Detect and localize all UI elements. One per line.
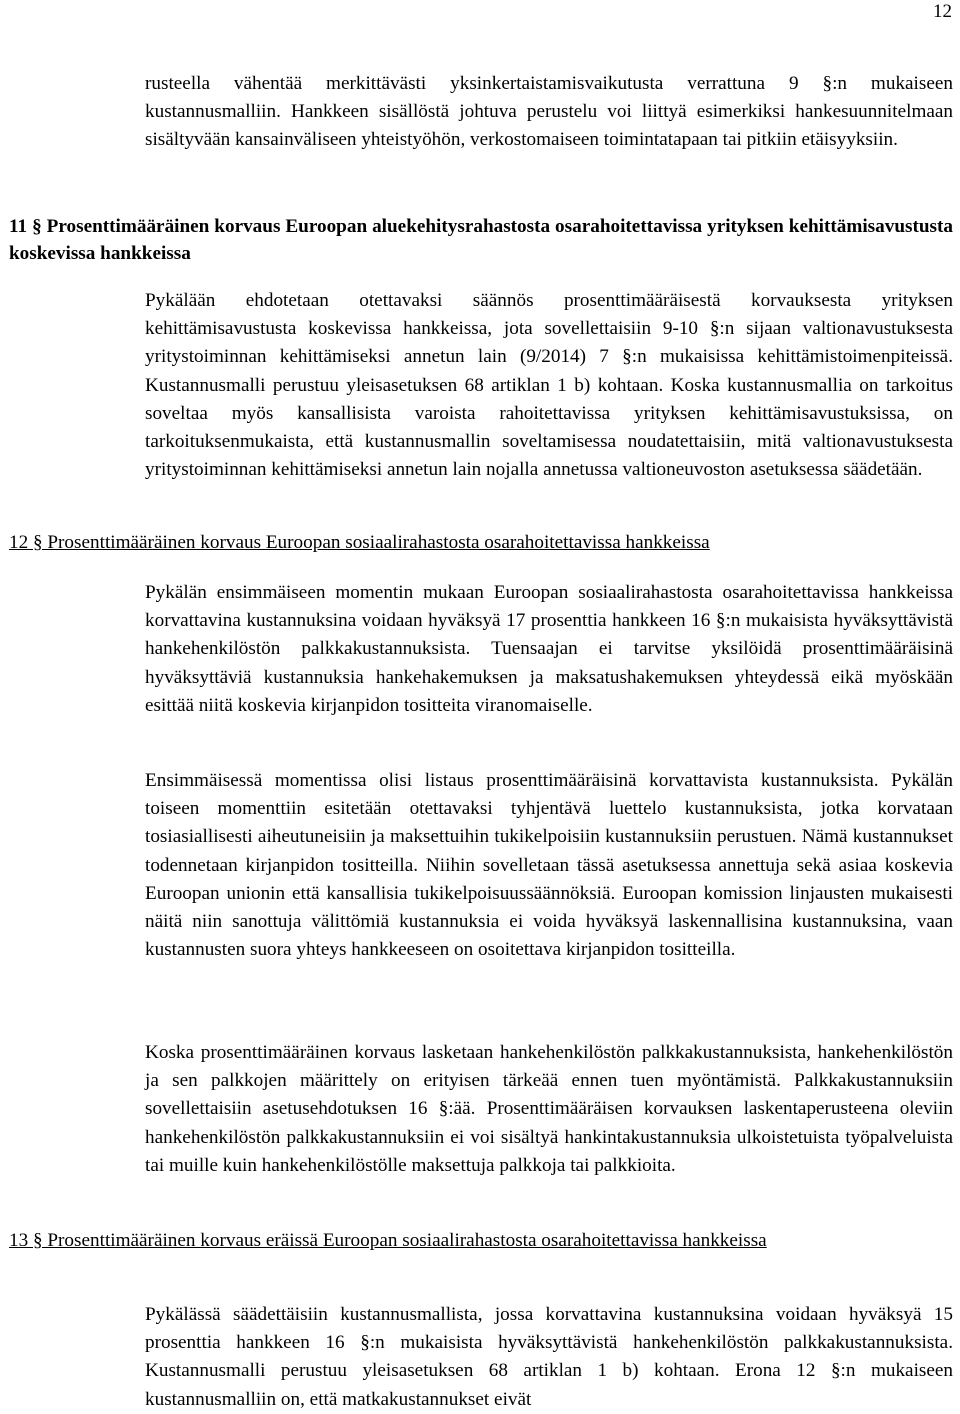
section-heading-13-text: 13 § Prosenttimääräinen korvaus eräissä Euroopan sosiaalirahastosta osarahoitettavissa hankkeissa	[9, 1230, 767, 1251]
section-heading-11: 11 § Prosenttimääräinen korvaus Euroopan aluekehitysrahastosta osarahoitettavissa yrityksen kehittämisavustusta koskevissa hankkeissa	[9, 216, 953, 264]
section-heading-12-text: 12 § Prosenttimääräinen korvaus Euroopan sosiaalirahastosta osarahoitettavissa hankkeissa	[9, 532, 710, 553]
paragraph-intro: rusteella vähentää merkittävästi yksinkertaistamisvaikutusta verrattuna 9 §:n mukaiseen kustannusmalliin. Hankkeen sisällöstä johtuva perustelu voi liittyä esimerkiksi hankesuunnitelmaan sisältyvään kansainväliseen yhteistyöhön, verkostomaiseen toimintatapaan tai pitkiin etäisyyksiin.	[145, 73, 953, 151]
paragraph-section-12-c: Koska prosenttimääräinen korvaus lasketaan hankehenkilöstön palkkakustannuksista, hankehenkilöstön ja sen palkkojen määrittely on erityisen tärkeää ennen tuen myöntämistä. Palkkakustannuksiin sovellettaisiin asetusehdotuksen 16 §:ää. Prosenttimääräisen korvauksen laskentaperusteena oleviin hankehenkilöstön palkkakustannuksiin ei voi sisältyä hankintakustannuksia ulkoistetuista työpalveluista tai muille kuin hankehenkilöstölle maksettuja palkkoja tai palkkioita.	[145, 1042, 953, 1176]
section-heading-12	[9, 530, 953, 555]
paragraph-section-12-a: Pykälän ensimmäiseen momentin mukaan Euroopan sosiaalirahastosta osarahoitettavissa hankkeissa korvattavina kustannuksina voidaan hyväksyä 17 prosenttia hankkeen 16 §:n mukaisista hyväksyttävistä hankehenkilöstön palkkakustannuksista. Tuensaajan ei tarvitse yksilöidä prosenttimääräisinä hyväksyttäviä kustannuksia hankehakemuksen ja maksatushakemuksen yhteydessä eikä myöskään esittää niitä koskevia kirjanpidon tositteita viranomaiselle.	[145, 582, 953, 716]
page-number: 12	[933, 1, 952, 22]
paragraph-section-13: Pykälässä säädettäisiin kustannusmallista, jossa korvattavina kustannuksina voidaan hyväksyä 15 prosenttia hankkeen 16 §:n mukaisista hyväksyttävistä hankehenkilöstön palkkakustannuksista. Kustannusmalli perustuu yleisasetuksen 68 artiklan 1 b) kohtaan. Erona 12 §:n mukaiseen kustannusmalliin on, että matkakustannukset eivät	[145, 1304, 953, 1410]
paragraph-section-12-b: Ensimmäisessä momentissa olisi listaus prosenttimääräisinä korvattavista kustannuksista. Pykälän toiseen momenttiin esitetään otettavaksi tyhjentävä luettelo kustannuksista, jotka korvataan tosiasiallisesti aiheutuneisiin ja maksettuihin tukikelpoisiin kustannuksiin perustuen. Nämä kustannukset todennetaan kirjanpidon tositteilla. Niihin sovelletaan tässä asetuksessa annettuja sekä asiaa koskevia Euroopan unionin että kansallisia tukikelpoisuussäännöksiä. Euroopan komission linjausten mukaisesti näitä niin sanottuja välittömiä kustannuksia ei voida hyväksyä laskennallisina kustannuksina, vaan kustannusten suora yhteys hankkeeseen on osoitettava kirjanpidon tositteilla.	[145, 770, 953, 961]
paragraph-section-11: Pykälään ehdotetaan otettavaksi säännös prosenttimääräisestä korvauksesta yrityksen kehittämisavustusta koskevissa hankkeissa, jota sovellettaisiin 9-10 §:n sijaan valtionavustuksesta yritystoiminnan kehittämiseksi annetun lain (9/2014) 7 §:n mukaisissa kehittämistoimenpiteissä. Kustannusmalli perustuu yleisasetuksen 68 artiklan 1 b) kohtaan. Koska kustannusmallia on tarkoitus soveltaa myös kansallisista varoista rahoitettavissa yrityksen kehittämisavustuksissa, on tarkoituksenmukaista, että kustannusmallin soveltamisessa noudatettaisiin, mitä valtionavustuksesta yritystoiminnan kehittämiseksi annetun lain nojalla annetussa valtioneuvoston asetuksessa säädetään.	[145, 290, 953, 481]
section-heading-13	[9, 1227, 953, 1254]
